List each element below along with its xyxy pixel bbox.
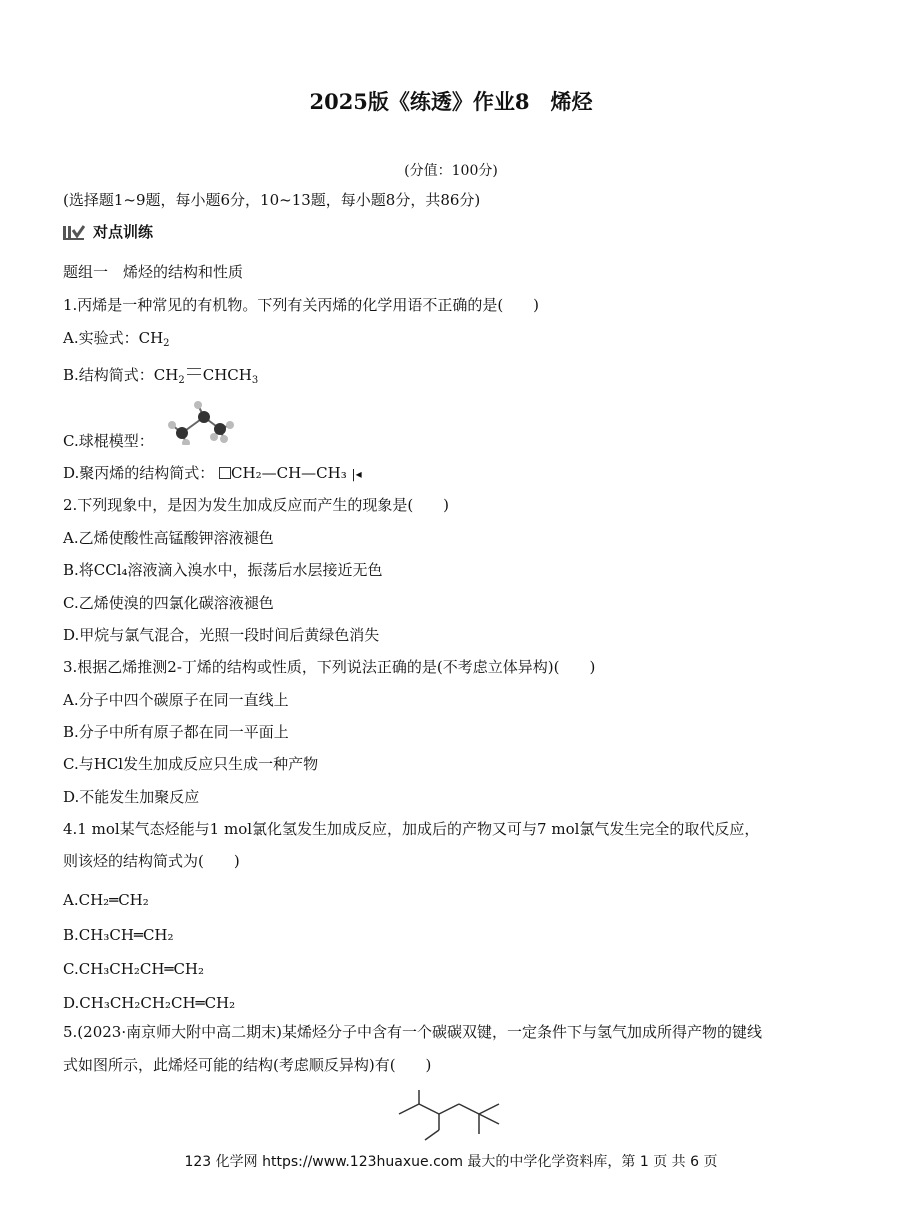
q4-option-b: B.CH₃CH═CH₂ bbox=[63, 926, 174, 944]
q2-option-a: A.乙烯使酸性高锰酸钾溶液褪色 bbox=[63, 529, 274, 547]
q1-option-c: C.球棍模型： bbox=[63, 432, 154, 450]
q1-option-a: A.实验式：$CH_2$ bbox=[63, 329, 170, 349]
q3-option-b: B.分子中所有原子都在同一平面上 bbox=[63, 723, 289, 741]
score-note: (分值：100分) bbox=[404, 163, 498, 179]
page-title: 2025版《练透》作业8 烯烃 bbox=[309, 89, 593, 114]
q4-stem-line2: 则该烃的结构简式为( ) bbox=[63, 852, 240, 870]
q1-option-b: B.结构简式：$CH_2$ $CHCH_3$ bbox=[63, 366, 259, 386]
bracket-left-icon bbox=[219, 467, 231, 479]
q5-stem-line2: 式如图所示，此烯烃可能的结构(考虑顺反异构)有( ) bbox=[63, 1056, 432, 1074]
ball-and-stick-model-image bbox=[162, 397, 234, 445]
instructions: (选择题1~9题，每小题6分，10~13题，每小题8分，共86分) bbox=[63, 191, 481, 209]
group-title: 题组一 烯烃的结构和性质 bbox=[63, 263, 244, 281]
section-title: 对点训练 bbox=[93, 223, 154, 241]
q2-option-d: D.甲烷与氯气混合，光照一段时间后黄绿色消失 bbox=[63, 626, 380, 644]
q1-option-d: D.聚丙烯的结构简式： CH₂—CH—CH₃ |◂ bbox=[63, 464, 362, 482]
bracket-right-icon: |◂ bbox=[351, 467, 362, 481]
q3-option-d: D.不能发生加聚反应 bbox=[63, 788, 200, 806]
q4-option-a: A.CH₂═CH₂ bbox=[63, 891, 149, 909]
q2-option-b: B.将CCl₄溶液滴入溴水中，振荡后水层接近无色 bbox=[63, 561, 383, 579]
q2-option-c: C.乙烯使溴的四氯化碳溶液褪色 bbox=[63, 594, 274, 612]
q1-stem: 1.丙烯是一种常见的有机物。下列有关丙烯的化学用语不正确的是( ) bbox=[63, 296, 540, 314]
q3-option-c: C.与HCl发生加成反应只生成一种产物 bbox=[63, 755, 319, 773]
checklist-icon bbox=[63, 224, 85, 240]
skeletal-formula-image bbox=[395, 1088, 505, 1144]
double-bond bbox=[187, 368, 201, 375]
q3-stem: 3.根据乙烯推测2-丁烯的结构或性质，下列说法正确的是(不考虑立体异构)( ) bbox=[63, 658, 596, 676]
q4-option-c: C.CH₃CH₂CH═CH₂ bbox=[63, 960, 205, 978]
q4-option-d: D.CH₃CH₂CH₂CH═CH₂ bbox=[63, 994, 236, 1012]
q4-stem-line1: 4.1 mol某气态烃能与1 mol氯化氢发生加成反应，加成后的产物又可与7 mol氯气发生完全的取代反应， bbox=[63, 820, 760, 838]
q3-option-a: A.分子中四个碳原子在同一直线上 bbox=[63, 691, 289, 709]
q5-stem-line1: 5.(2023·南京师大附中高二期末)某烯烃分子中含有一个碳碳双键，一定条件下与氢气加成所得产物的键线 bbox=[63, 1023, 762, 1041]
section-header bbox=[63, 221, 153, 242]
page-footer: 123 化学网 https://www.123huaxue.com 最大的中学化学资料库，第 1 页 共 6 页 bbox=[184, 1154, 718, 1170]
q2-stem: 2.下列现象中，是因为发生加成反应而产生的现象是( ) bbox=[63, 496, 450, 514]
